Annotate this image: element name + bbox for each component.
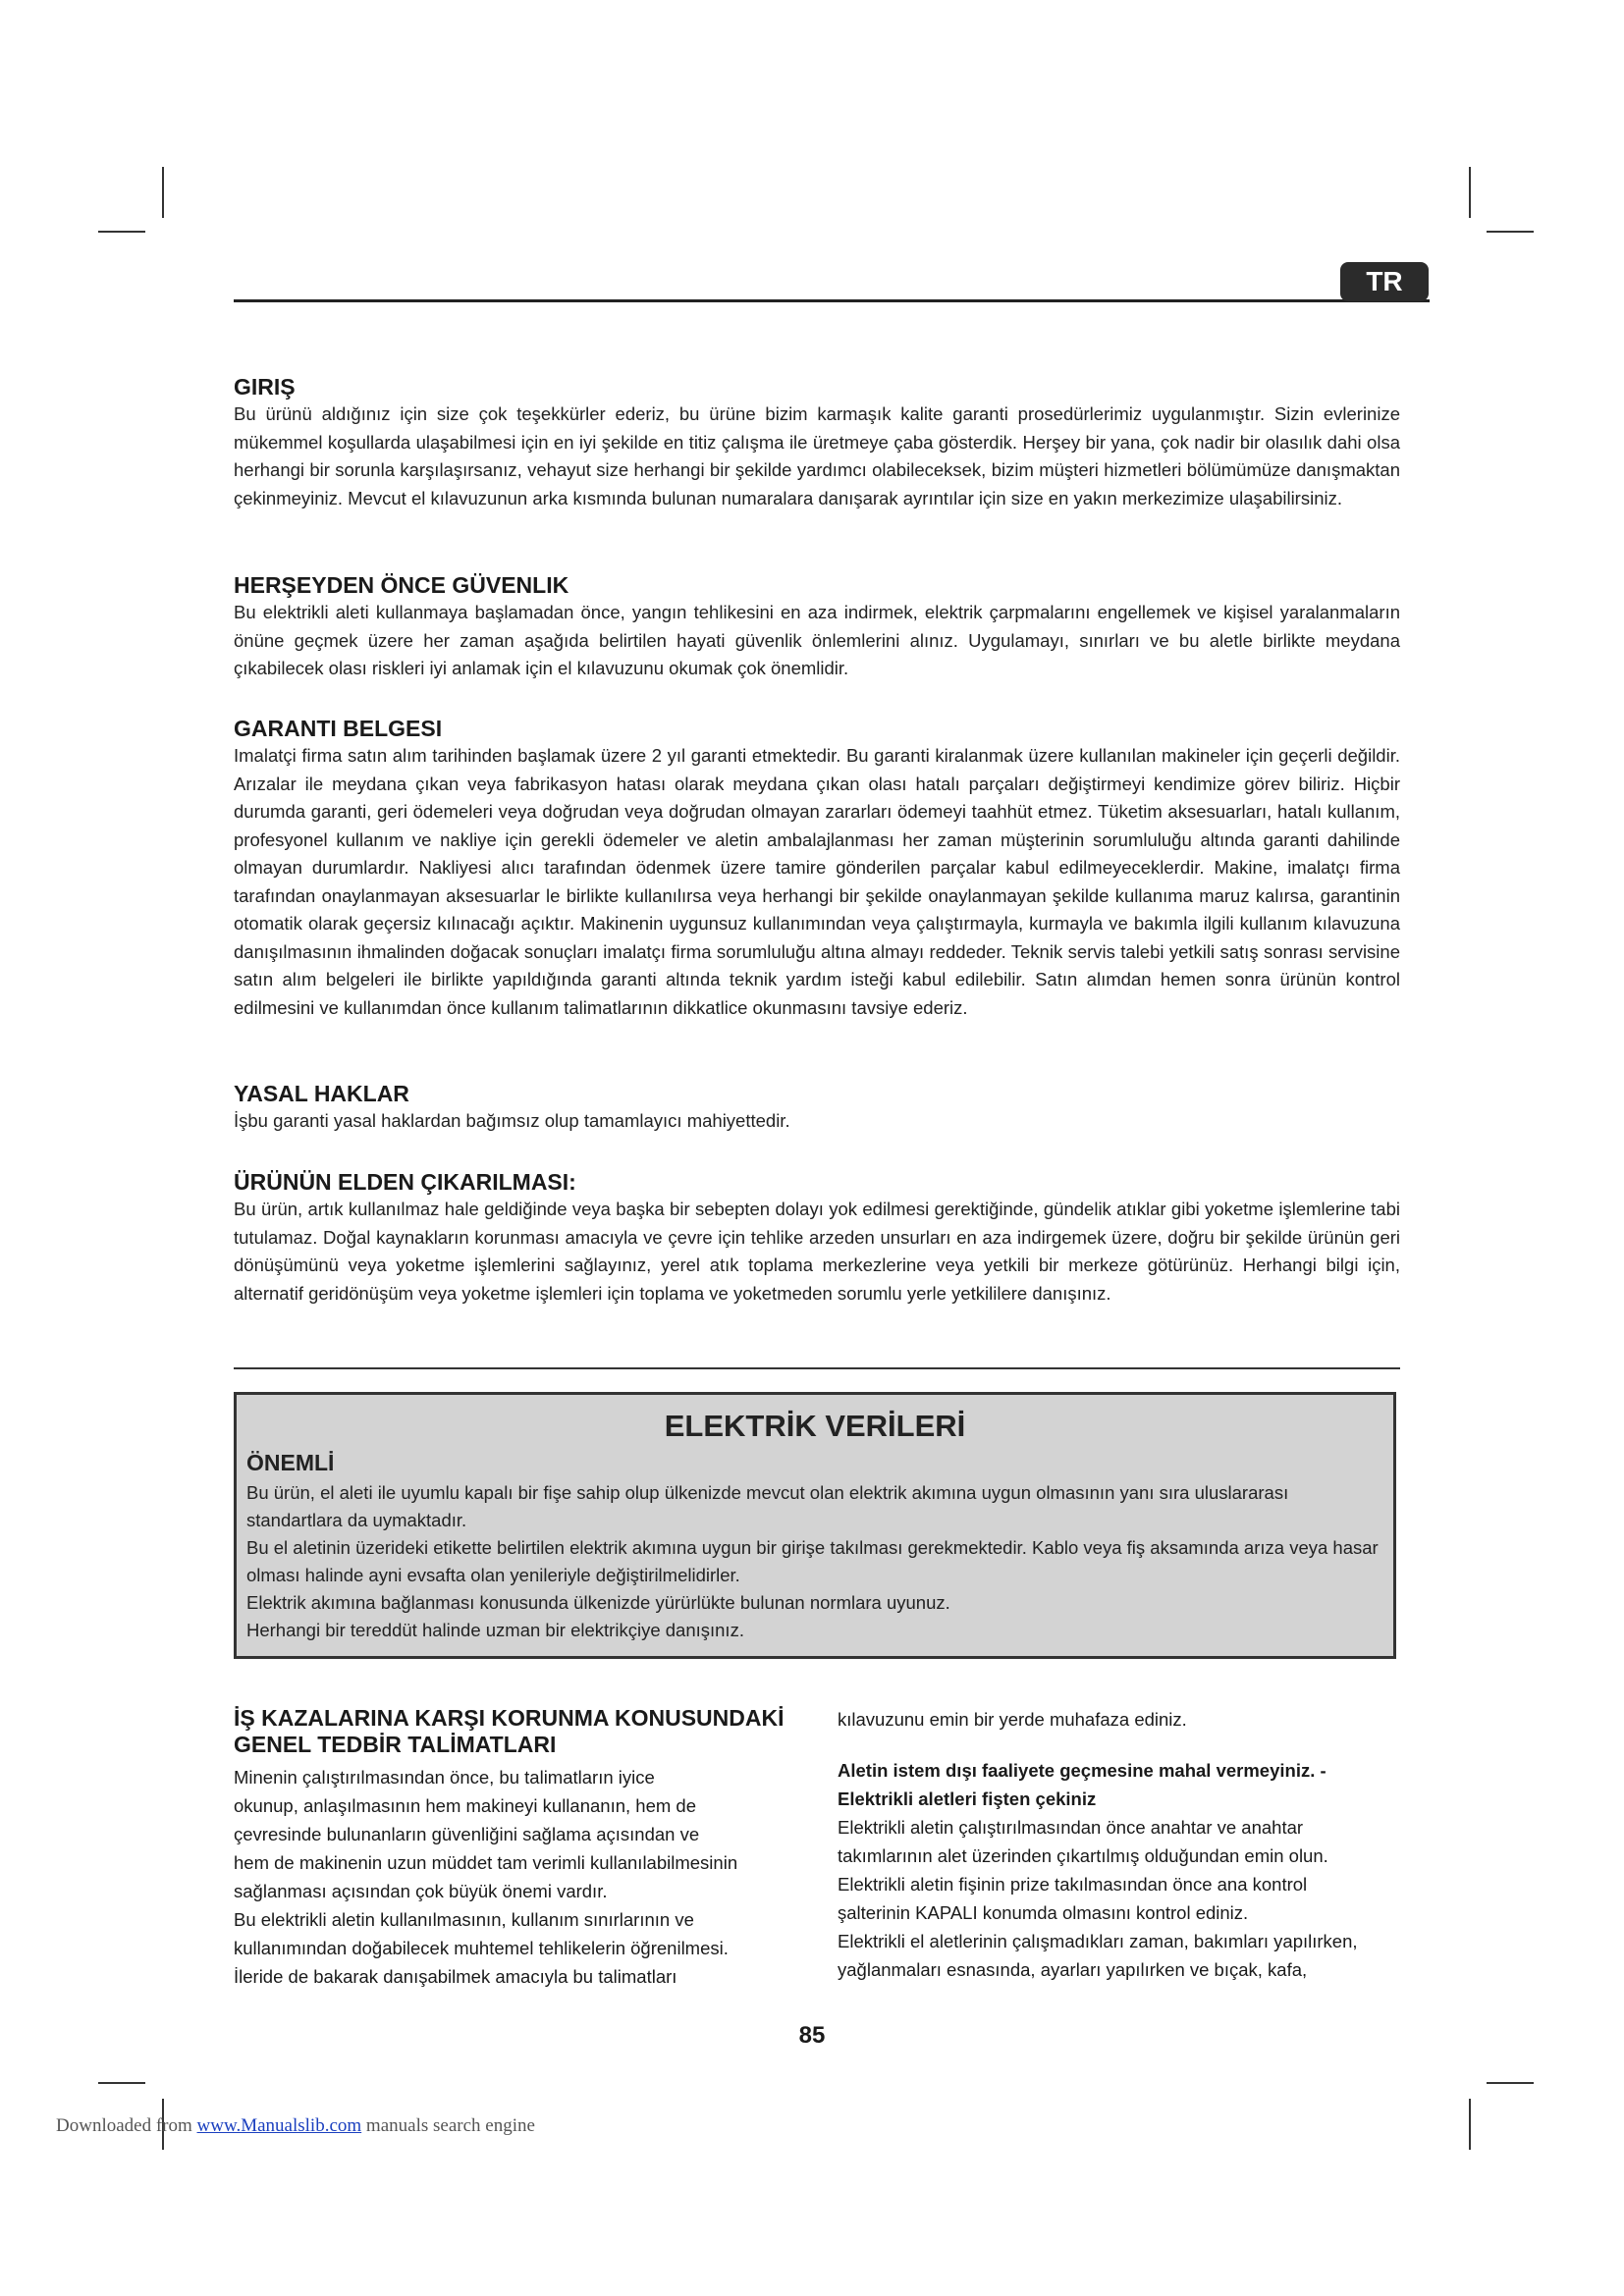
footer-prefix: Downloaded from	[56, 2115, 192, 2136]
section-divider	[234, 1367, 1400, 1369]
right-column-line: kılavuzunu emin bir yerde muhafaza ediniz.	[838, 1709, 1187, 1730]
page-number: 85	[798, 2022, 826, 2049]
left-column-line: İleride de bakarak danışabilmek amacıyla bu talimatları	[234, 1966, 677, 1987]
download-footer	[56, 2115, 535, 2137]
section-paragraph: Bu elektrikli aleti kullanmaya başlamadan önce, yangın tehlikesini en aza indirmek, elektrik çarpmalarını engellemek ve kişisel yaralanmaların önüne geçmek üzere her zaman aşağıda belirtilen hayati güvenlik önlemlerini alınız. Uygulamayı, sınırları ve bu aletle birlikte meydana çıkabilecek olası riskleri iyi anlamak için el kılavuzunu okumak çok önemlidir.	[234, 602, 1400, 678]
electric-box-paragraph: Herhangi bir tereddüt halinde uzman bir elektrikçiye danışınız.	[246, 1620, 744, 1640]
section-title: HERŞEYDEN ÖNCE GÜVENLIK	[234, 572, 569, 598]
crop-mark-top-right-vertical	[1469, 167, 1471, 218]
section-paragraph: Bu ürün, artık kullanılmaz hale geldiğinde veya başka bir sebepten dolayı yok edilmesi gerektiğinde, gündelik atıklar gibi yoketme işlemlerine tabi tutulamaz. Doğal kaynakların korunması amacıyla ve çevre için tehlike arzeden unsurları en aza indirgemek üzere, doğru bir şekilde ürünün geri dönüşümünü veya yoketme işlemlerini sağlayınız, yerel atık toplama merkezlerine veya yetkili bir merkeze götürünüz. Herhangi bilgi için, alternatif geridönüşüm veya yoketme işlemleri için toplama ve yoketmeden sorumlu yerle yetkililere danışınız.	[234, 1199, 1400, 1304]
left-column-line: sağlanması açısından çok büyük önemi vardır.	[234, 1881, 608, 1901]
safety-title-line-2: GENEL TEDBİR TALİMATLARI	[234, 1732, 557, 1757]
electric-box-paragraph: Elektrik akımına bağlanması konusunda ülkenizde yürürlükte bulunan normlara uyunuz.	[246, 1592, 950, 1613]
electric-box-paragraph: Bu el aletinin üzerideki etikette belirtilen elektrik akımına uygun bir girişe takılması gerekmektedir. Kablo veya fiş aksamında arıza veya hasar olması halinde ayni evsafta olan yenileriyle değiştirilmelidirler.	[246, 1537, 1379, 1585]
section-title: ÜRÜNÜN ELDEN ÇIKARILMASI:	[234, 1169, 576, 1195]
right-column-warning-line: Elektrikli aletleri fişten çekiniz	[838, 1789, 1097, 1809]
left-column-line: çevresinde bulunanların güvenliğini sağlama açısından ve	[234, 1824, 700, 1844]
crop-mark-bottom-right-horizontal	[1487, 2082, 1534, 2084]
right-column-line: yağlanmaları esnasında, ayarları yapılırken ve bıçak, kafa,	[838, 1959, 1308, 1980]
electric-box-paragraph: Bu ürün, el aleti ile uyumlu kapalı bir fişe sahip olup ülkenizde mevcut olan elektrik akımına uygun olmasının yanı sıra uluslararası standartlara da uymaktadır.	[246, 1482, 1289, 1530]
left-column-line: kullanımından doğabilecek muhtemel tehlikelerin öğrenilmesi.	[234, 1938, 729, 1958]
section-title: YASAL HAKLAR	[234, 1081, 409, 1106]
crop-mark-bottom-right-vertical	[1469, 2099, 1471, 2150]
section-guvenlik	[234, 571, 1400, 683]
language-badge: TR	[1340, 262, 1429, 301]
left-column-line: Bu elektrikli aletin kullanılmasının, kullanım sınırlarının ve	[234, 1909, 694, 1930]
safety-title-line-1: İŞ KAZALARINA KARŞI KORUNMA KONUSUNDAKİ	[234, 1705, 785, 1731]
right-column-line	[838, 1734, 1495, 1756]
section-yasal	[234, 1080, 1400, 1136]
crop-mark-top-right-horizontal	[1487, 231, 1534, 233]
footer-link[interactable]: www.Manualslib.com	[196, 2115, 362, 2136]
electric-box-heading: ÖNEMLİ	[246, 1450, 335, 1475]
right-column-warning-line: Aletin istem dışı faaliyete geçmesine mahal vermeyiniz. -	[838, 1760, 1326, 1781]
left-column-line: Minenin çalıştırılmasından önce, bu talimatların iyice	[234, 1767, 655, 1788]
footer-suffix: manuals search engine	[365, 2115, 535, 2136]
electric-box-body	[246, 1479, 1385, 1644]
section-paragraph: Bu ürünü aldığınız için size çok teşekkürler ederiz, bu ürüne bizim karmaşık kalite garanti prosedürlerimiz uygulanmıştır. Sizin evlerinize mükemmel koşullarda ulaşabilmesi için en iyi şekilde en titiz çalışma ile üretmeye çaba gösterdik. Herşey bir yana, çok nadir bir olasılık dahi olsa herhangi bir sorunla karşılaşırsanız, vehayut size herhangi bir şekilde yardımcı olabileceksek, bizim müşteri hizmetleri bölümümüze danışmaktan çekinmeyiniz. Mevcut el kılavuzunun arka kısmında bulunan numaralara danışarak ayrıntılar için size en yakın merkezimize ulaşabilirsiniz.	[234, 403, 1400, 508]
safety-instructions-left-column	[234, 1705, 823, 1991]
section-garanti	[234, 715, 1400, 1022]
section-paragraph: İşbu garanti yasal haklardan bağımsız olup tamamlayıcı mahiyettedir.	[234, 1110, 790, 1131]
left-column-line: okunup, anlaşılmasının hem makineyi kullananın, hem de	[234, 1795, 696, 1816]
section-title: GARANTI BELGESI	[234, 716, 443, 741]
crop-mark-top-left-horizontal	[98, 231, 145, 233]
section-giris	[234, 373, 1400, 512]
right-column-line: Elektrikli el aletlerinin çalışmadıkları zaman, bakımları yapılırken,	[838, 1931, 1358, 1951]
crop-mark-top-left-vertical	[162, 167, 164, 218]
header-rule	[234, 299, 1430, 302]
safety-instructions-right-column	[838, 1705, 1495, 1984]
right-column-line: Elektrikli aletin çalıştırılmasından önce anahtar ve anahtar	[838, 1817, 1304, 1838]
electric-data-box	[234, 1392, 1396, 1659]
section-paragraph: Imalatçi firma satın alım tarihinden başlamak üzere 2 yıl garanti etmektedir. Bu garanti kiralanmak üzere kullanılan makineler için geçerli değildir. Arızalar ile meydana çıkan veya fabrikasyon hatası olarak meydana çıkan olası hatalı parçaları değiştirmeyi kendimize görev biliriz. Hiçbir durumda garanti, geri ödemeleri veya doğrudan veya doğrudan olmayan zararları ödemeyi taahhüt etmez. Tüketim aksesuarları, hatalı kullanım, profesyonel kullanım ve nakliye için gerekli ödemeler ve aletin ambalajlanması her zaman müşterinin sorumluluğu altında garanti dahilinde olmayan durumlardır. Nakliyesi alıcı tarafından ödenmek üzere tamire gönderilen parçalar kabul edilmeyeceklerdir. Makine, imalatçı firma tarafından onaylanmayan aksesuarlar le birlikte kullanılırsa veya herhangi bir şekilde onaylanmayan şekilde kullanıma maruz kalırsa, garantinin otomatik olarak geçersiz kılınacağı açıktır. Makinenin uygunsuz kullanımından veya çalıştırmayla, kurmayla ve bakımla ilgili kullanım kılavuzuna danışılmasının ihmalinden doğacak sonuçları imalatçı firma sorumluluğu altına almayı reddeder. Teknik servis talebi yetkili satış sonrası servisine satın alım belgeleri ile birlikte yapıldığında garanti altında teknik yardım isteği kabul edilebilir. Satın alımdan hemen sonra ürünün kontrol edilmesini ve kullanımdan önce kullanım talimatlarının dikkatlice okunmasını tavsiye ederiz.	[234, 745, 1400, 1018]
crop-mark-bottom-left-horizontal	[98, 2082, 145, 2084]
right-column-line: takımlarının alet üzerinden çıkartılmış olduğundan emin olun.	[838, 1845, 1328, 1866]
section-title: GIRIŞ	[234, 374, 296, 400]
right-column-line: şalterinin KAPALI konumda olmasını kontrol ediniz.	[838, 1902, 1249, 1923]
right-column-line: Elektrikli aletin fişinin prize takılmasından önce ana kontrol	[838, 1874, 1308, 1895]
electric-box-title: ELEKTRİK VERİLERİ	[664, 1409, 966, 1443]
section-elden	[234, 1168, 1400, 1308]
left-column-line: hem de makinenin uzun müddet tam verimli kullanılabilmesinin	[234, 1852, 738, 1873]
